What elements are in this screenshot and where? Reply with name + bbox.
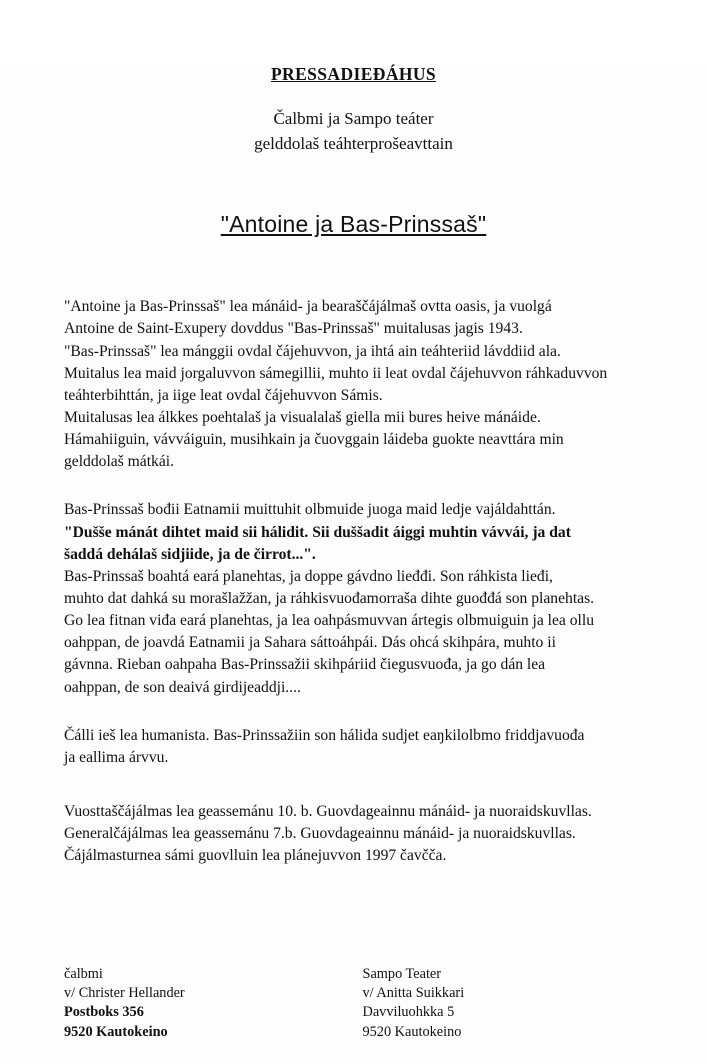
footer-address: Davviluohkka 5 [362, 1004, 455, 1021]
paragraph-quote [64, 522, 643, 566]
paragraph-line: Go lea fitnan viđa eará planehtas, ja lea oahpásmuvvan ártegis olbmuiguin ja lea ollu [64, 612, 595, 630]
subtitle-line-1: Čalbmi ja Sampo teáter [273, 109, 434, 128]
paragraph-line: Hámahiiguin, vávváiguin, musihkain ja čuovggain láideba guokte neavttára min [64, 431, 564, 449]
quote-line: "Dušše mánát dihtet maid sii hálidit. Sii duššadit áiggi muhtin vávvái, ja dat [64, 523, 571, 541]
paragraph-line: "Bas-Prinssaš" lea mánggii ovdal čájehuvvon, ja ihtá ain teáhteriid lávddiid ala. [64, 342, 561, 360]
footer-contact-right [345, 965, 644, 1042]
paragraph-line: Muitalusas lea álkkes poehtalaš ja visualalaš giella mii bures heive mánáide. [64, 408, 541, 426]
footer-postal: 9520 Kautokeino [64, 1023, 168, 1040]
paragraph-line: Bas-Prinssaš bođii Eatnamii muittuhit olbmuide juoga maid ledje vajáldahttán. [64, 501, 556, 519]
paragraph-line: Generalčájálmas lea geassemánu 7.b. Guovdageainnu mánáid- ja nuoraidskuvllas. [64, 825, 576, 843]
paragraph-line: Bas-Prinssaš boahtá eará planehtas, ja doppe gávdno lieđđi. Son ráhkista lieđi, [64, 567, 553, 585]
play-title: "Antoine ja Bas-Prinssaš" [220, 211, 487, 238]
paragraph-line: gelddolaš mátkái. [64, 453, 174, 471]
footer-org: Sampo Teater [362, 965, 442, 982]
paragraph-story-2 [64, 566, 643, 699]
paragraph-line: Muitalus lea maid jorgaluvvon sámegillii, muhto ii leat ovdal čájehuvvon ráhkaduvvon [64, 364, 608, 382]
footer-org: čalbmi [64, 965, 103, 982]
spacer [64, 489, 643, 499]
paragraph-premiere [64, 801, 643, 867]
paragraph-intro [64, 296, 643, 473]
page-title: PRESSADIEĐÁHUS [270, 64, 437, 84]
paragraph-author-note [64, 725, 643, 769]
footer-address: Postboks 356 [64, 1004, 144, 1021]
paragraph-line: "Antoine ja Bas-Prinssaš" lea mánáid- ja bearaščájálmaš ovtta oasis, ja vuolgá [64, 298, 552, 316]
quote-line: šaddá dehálaš sidjiide, ja de čirrot...". [64, 545, 316, 563]
paragraph-line: oahppan, de joavdá Eatnamii ja Sahara sáttoáhpái. Dás ohcá skihpára, muhto ii [64, 634, 556, 652]
document-page [0, 64, 707, 1064]
footer-contact-person: v/ Anitta Suikkari [362, 985, 465, 1002]
paragraph-story-1 [64, 499, 643, 521]
paragraph-line: teáhterbihttán, ja iige leat ovdal čájehuvvon Sámis. [64, 386, 383, 404]
paragraph-line: gávnna. Rieban oahpaha Bas-Prinssažii skihpáriid čiegusvuođa, ja go dán lea [64, 656, 546, 674]
paragraph-line: Čálli ieš lea humanista. Bas-Prinssažiin son hálida sudjet eaŋkilolbmo friddjavuođa [64, 726, 585, 744]
subtitle-line-2: gelddolaš teáhterprošeavttain [254, 133, 453, 153]
spacer [64, 715, 643, 725]
body-text [64, 296, 643, 867]
paragraph-line: oahppan, de son deaivá girdijeaddji.... [64, 678, 301, 696]
paragraph-line: muhto dat dahká su morašlažžan, ja ráhkisvuođamorraša dihte guođđá son planehtas. [64, 589, 595, 607]
footer-contact-left [64, 965, 345, 1042]
paragraph-line: Čájálmasturnea sámi guovlluin lea plánejuvvon 1997 čavčča. [64, 847, 447, 865]
paragraph-line: ja eallima árvvu. [64, 748, 169, 766]
subtitle-block [0, 107, 707, 156]
paragraph-line: Vuosttaščájálmas lea geassemánu 10. b. Guovdageainnu mánáid- ja nuoraidskuvllas. [64, 802, 592, 820]
footer-contacts [0, 965, 707, 1042]
footer-postal: 9520 Kautokeino [362, 1023, 462, 1040]
spacer [64, 785, 643, 801]
paragraph-line: Antoine de Saint-Exupery dovddus "Bas-Prinssaš" muitalusas jagis 1943. [64, 320, 523, 338]
footer-contact-person: v/ Christer Hellander [64, 985, 185, 1002]
